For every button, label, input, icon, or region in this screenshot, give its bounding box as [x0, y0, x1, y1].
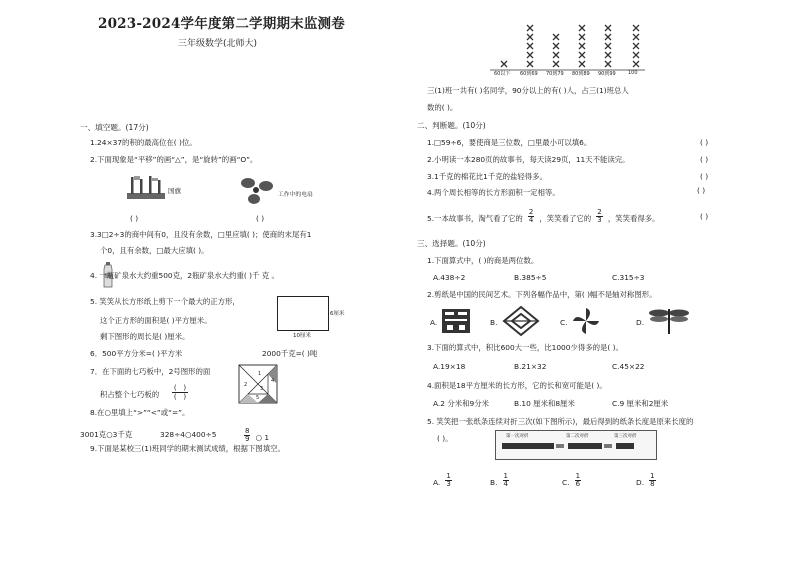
- choice-5-d-label: D.: [636, 478, 645, 487]
- chart-tally-mark: [579, 34, 585, 40]
- judge-3-answer: ( ): [700, 172, 709, 181]
- q6-b: 2000千克=( )吨: [262, 349, 318, 358]
- chart-tally-mark: [527, 43, 533, 49]
- chart-tally-mark: [605, 52, 611, 58]
- choice-3-a: A.19×18: [433, 362, 466, 371]
- choice-5-line2: ( )。: [437, 434, 453, 443]
- chart-tally-mark: [579, 61, 585, 67]
- q4-text: 4. 一瓶矿泉水大约重500克，2瓶矿泉水大约重( )千 克 。: [90, 271, 279, 280]
- chart-tally-mark: [553, 52, 559, 58]
- chart-label-4: 90到99: [598, 71, 616, 77]
- chart-label-1: 60到69: [520, 71, 538, 77]
- chart-tally-mark: [527, 34, 533, 40]
- chart-tally-mark: [633, 34, 639, 40]
- q9-cont-line1: 三(1)班一共有( )名同学，90分以上的有( )人，占三(1)班总人: [427, 86, 629, 95]
- choice-5-c-num: 1: [575, 472, 581, 480]
- fold-label-2: 第二次对折: [566, 434, 589, 439]
- svg-text:2: 2: [244, 382, 248, 388]
- judge-5-part-b: ，笑笑看了它的: [539, 214, 592, 223]
- chart-label-5: 100: [628, 70, 638, 76]
- q9-text: 9.下面是某校三(1)班同学的期末测试成绩，根据下图填空。: [90, 444, 285, 453]
- q5-line2: 这个正方形的面积是( )平方厘米。: [100, 316, 212, 325]
- strip-stage-2: [568, 443, 602, 449]
- q8-compare-c-rest: ○ 1: [255, 433, 270, 442]
- arrow-1: [556, 444, 564, 448]
- choice-1-b: B.385÷5: [514, 273, 547, 282]
- chart-tally-mark: [553, 34, 559, 40]
- double-happiness-papercut-icon: [441, 308, 471, 334]
- fold-label-3: 第三次对折: [614, 434, 637, 439]
- q6-a: 6．500平方分米=( )平方米: [90, 349, 183, 358]
- q8-compare-a: 3001克○3千克: [80, 430, 133, 439]
- choice-1-c: C.315÷3: [612, 273, 645, 282]
- q2-label-flag: 国旗: [168, 187, 181, 195]
- judge-1: 1.□59÷6，要使商是三位数，□里最小可以填6。: [427, 138, 592, 147]
- choice-5-d-num: 1: [650, 472, 655, 480]
- choice-5-a-label: A.: [433, 478, 441, 487]
- choice-5-b: [490, 470, 509, 489]
- choice-5-c-label: C.: [562, 478, 570, 487]
- q8-compare-c: [244, 425, 269, 444]
- q2-answer-flag: ( ): [130, 214, 139, 223]
- chart-tally-mark: [579, 25, 585, 31]
- choice-3-b: B.21×32: [514, 362, 547, 371]
- strip-stage-1: [502, 443, 554, 449]
- q3-line1: 3.3□2÷3的商中间有0，且没有余数，□里应填( )；使商的末尾有1: [90, 230, 312, 239]
- choice-2-b: B.: [490, 318, 498, 327]
- choice-5-b-den: 4: [503, 480, 508, 488]
- choice-5-line1: 5. 笑笑把一张纸条连续对折三次(如下图所示)，最后得到的纸条长度是原来长度的: [427, 417, 694, 426]
- chart-tally-mark: [579, 43, 585, 49]
- page-subtitle: 三年级数学(北师大): [178, 39, 258, 49]
- svg-text:3: 3: [260, 386, 264, 392]
- fold-label-1: 第一次对折: [506, 434, 529, 439]
- choice-2-a: A.: [430, 318, 438, 327]
- section-fill-title: 一、填空题。(17分): [80, 123, 149, 132]
- choice-5-b-label: B.: [490, 478, 498, 487]
- chart-tally-mark: [633, 25, 639, 31]
- rectangle-figure: [277, 296, 329, 331]
- choice-5-a-num: 1: [446, 472, 451, 480]
- judge-2-answer: ( ): [700, 155, 709, 164]
- choice-4: 4.面积是18平方厘米的长方形，它的长和宽可能是( )。: [427, 381, 607, 390]
- flag-raising-icon: [125, 173, 167, 201]
- choice-5-b-num: 1: [503, 472, 508, 480]
- choice-1: 1.下面算式中，( )的商是两位数。: [427, 256, 539, 265]
- svg-text:5: 5: [256, 395, 260, 401]
- judge-5-part-c: ，笑笑看得多。: [607, 214, 660, 223]
- q7-line1: 7．在下面的七巧板中，2号图形的面: [90, 367, 211, 376]
- page-title: 2023-2024学年度第二学期期末监测卷: [98, 16, 345, 32]
- choice-2: 2.剪纸是中国的民间艺术。下列各幅作品中，第( )幅不是轴对称图形。: [427, 290, 657, 299]
- chart-tally-mark: [605, 43, 611, 49]
- judge-4: 4.两个周长相等的长方形面积一定相等。: [427, 188, 560, 197]
- chart-label-3: 80到89: [572, 71, 590, 77]
- svg-text:1: 1: [258, 371, 262, 377]
- section-judge-title: 二、判断题。(10分): [417, 121, 486, 130]
- choice-5-a-den: 3: [446, 480, 451, 488]
- rectangle-bottom-label: 10厘米: [293, 333, 311, 339]
- q8-text: 8.在○里填上“>”“<”或“=”。: [90, 408, 190, 417]
- q8-frac-den: 9: [245, 435, 250, 443]
- chart-label-2: 70到79: [546, 71, 564, 77]
- q8-compare-b: 328÷4○400÷5: [160, 430, 217, 439]
- tangram-figure: [238, 364, 278, 404]
- chart-tally-mark: [501, 61, 507, 67]
- dragonfly-papercut-icon: [648, 307, 690, 335]
- q2-answer-fan: ( ): [256, 214, 265, 223]
- chart-tally-mark: [605, 61, 611, 67]
- judge-5-frac2-den: 3: [597, 216, 602, 224]
- q7-line2: 积占整个七巧板的: [100, 390, 160, 399]
- choice-2-c: C.: [560, 318, 568, 327]
- chart-tally-mark: [633, 43, 639, 49]
- choice-5-c: [562, 470, 581, 489]
- choice-3-c: C.45×22: [612, 362, 645, 371]
- chart-tally-mark: [527, 52, 533, 58]
- strip-stage-3: [616, 443, 634, 449]
- knot-papercut-icon: [500, 305, 542, 337]
- judge-2: 2.小明读一本280页的故事书，每天读29页，11天不能读完。: [427, 155, 630, 164]
- choice-5-d: [636, 470, 656, 489]
- chart-tally-mark: [579, 52, 585, 58]
- judge-5-part-a: 5.一本故事书，淘气看了它的: [427, 214, 523, 223]
- rectangle-side-label: 6厘米: [330, 311, 345, 317]
- chart-tally-mark: [527, 25, 533, 31]
- judge-5-frac2-num: 2: [597, 208, 602, 216]
- q2-text: 2.下面现象是“平移”的画“△”，是“旋转”的画“O”。: [90, 155, 258, 164]
- judge-5-frac1-num: 2: [528, 208, 534, 216]
- q5-line3: 剩下图形的周长是( )厘米。: [100, 332, 190, 341]
- chart-label-0: 60以下: [494, 71, 511, 77]
- chart-tally-mark: [605, 34, 611, 40]
- q7-answer-fraction: ( ) ( ): [173, 384, 187, 401]
- judge-3: 3.1千克的棉花比1千克的盐轻得多。: [427, 172, 547, 181]
- choice-5-d-den: 8: [650, 480, 655, 488]
- choice-3: 3.下面的算式中，积比600大一些，比1000少得多的是( )。: [427, 343, 623, 352]
- choice-4-b: B.10 厘米和8厘米: [514, 399, 575, 408]
- choice-1-a: A.438÷2: [433, 273, 466, 282]
- choice-5-c-den: 6: [575, 480, 581, 488]
- q8-frac-num: 8: [245, 427, 250, 435]
- svg-text:4: 4: [271, 378, 275, 384]
- judge-5-frac1-den: 4: [528, 216, 534, 224]
- judge-1-answer: ( ): [700, 138, 709, 147]
- q5-line1: 5. 笑笑从长方形纸上剪下一个最大的正方形，: [90, 297, 240, 306]
- chart-category-labels: [490, 70, 650, 80]
- judge-4-answer: ( ): [697, 186, 706, 195]
- chart-tally-mark: [527, 61, 533, 67]
- judge-5: [427, 206, 660, 225]
- chart-tally-mark: [633, 61, 639, 67]
- paper-folding-diagram: [495, 430, 657, 460]
- chart-tally-mark: [605, 25, 611, 31]
- chart-tally-mark: [553, 43, 559, 49]
- choice-5-a: [433, 470, 452, 489]
- chart-tally-mark: [553, 61, 559, 67]
- choice-4-a: A.2 分米和9分米: [433, 399, 489, 408]
- choice-4-c: C.9 厘米和2厘米: [612, 399, 669, 408]
- section-choice-title: 三、选择题。(10分): [417, 239, 486, 248]
- chart-tally-mark: [633, 52, 639, 58]
- q9-cont-line2: 数的( )。: [427, 103, 458, 112]
- q3-line2: 个0，且有余数，□最大应填( )。: [100, 246, 209, 255]
- pinwheel-papercut-icon: [572, 307, 600, 335]
- q1-text: 1.24×37的积的最高位在( )位。: [90, 138, 197, 147]
- q2-label-fan: 工作中的电扇: [278, 192, 313, 198]
- electric-fan-icon: [238, 176, 278, 204]
- judge-5-answer: ( ): [700, 212, 709, 221]
- choice-2-d: D.: [636, 318, 645, 327]
- arrow-2: [604, 444, 612, 448]
